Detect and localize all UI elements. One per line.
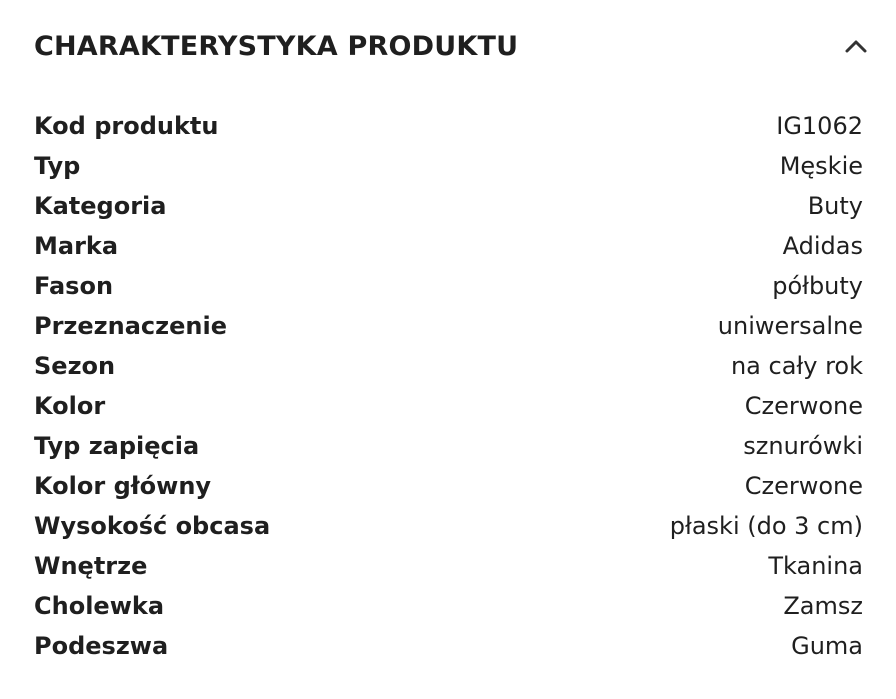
attribute-value: półbuty (772, 272, 863, 300)
attribute-value: IG1062 (776, 112, 863, 140)
attribute-row-main-color (34, 466, 863, 506)
attribute-value: Zamsz (783, 592, 863, 620)
attribute-value: na cały rok (730, 352, 863, 380)
attribute-value: uniwersalne (717, 312, 863, 340)
attribute-row-season (34, 346, 863, 386)
attribute-label: Marka (34, 232, 119, 260)
section-title: CHARAKTERYSTYKA PRODUKTU (34, 30, 519, 62)
attribute-value: Buty (807, 192, 863, 220)
attribute-value: sznurówki (743, 432, 863, 460)
attribute-row-heel-height (34, 506, 863, 546)
attribute-row-upper (34, 586, 863, 626)
attribute-row-color (34, 386, 863, 426)
attribute-label: Wnętrze (34, 552, 148, 580)
attribute-row-lining (34, 546, 863, 586)
attribute-row-fastening (34, 426, 863, 466)
attribute-row-type (34, 146, 863, 186)
attribute-label: Przeznaczenie (34, 312, 227, 340)
section-header[interactable] (34, 26, 870, 66)
attribute-label: Kolor (34, 392, 106, 420)
attribute-label: Kolor główny (34, 472, 212, 500)
attribute-label: Wysokość obcasa (34, 512, 271, 540)
attribute-label: Sezon (34, 352, 116, 380)
attribute-label: Typ (34, 152, 81, 180)
attribute-row-style (34, 266, 863, 306)
attribute-label: Cholewka (34, 592, 165, 620)
attribute-value: Adidas (782, 232, 863, 260)
attribute-label: Podeszwa (34, 632, 169, 660)
attribute-value: płaski (do 3 cm) (669, 512, 863, 540)
attribute-value: Guma (791, 632, 863, 660)
attribute-list (34, 106, 863, 666)
attribute-row-sole (34, 626, 863, 666)
attribute-value: Czerwone (744, 472, 863, 500)
attribute-row-category (34, 186, 863, 226)
attribute-label: Kategoria (34, 192, 167, 220)
attribute-row-purpose (34, 306, 863, 346)
attribute-row-product-code (34, 106, 863, 146)
attribute-value: Tkanina (768, 552, 863, 580)
attribute-value: Męskie (779, 152, 863, 180)
attribute-value: Czerwone (744, 392, 863, 420)
attribute-row-brand (34, 226, 863, 266)
chevron-up-icon[interactable] (842, 32, 870, 60)
attribute-label: Kod produktu (34, 112, 219, 140)
attribute-label: Typ zapięcia (34, 432, 200, 460)
attribute-label: Fason (34, 272, 114, 300)
